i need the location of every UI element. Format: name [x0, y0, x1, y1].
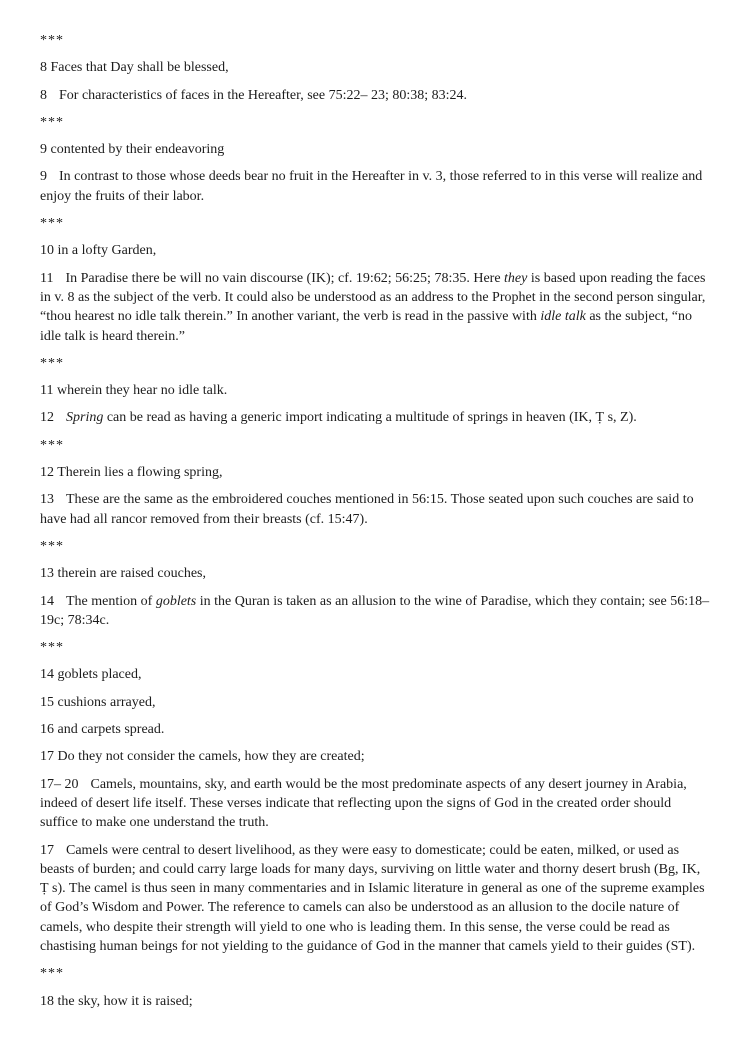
- note-text: In Paradise there be will no vain discourse (IK); cf. 19:62; 56:25; 78:35. Here: [65, 270, 505, 286]
- verse-line: 12 Therein lies a flowing spring,: [40, 465, 223, 481]
- note-text: In contrast to those whose deeds bear no fruit in the Hereafter in v. 3, those referred to in this verse will realize and enjoy the fruits of their labor.: [40, 169, 703, 204]
- note-text: For characteristics of faces in the Hereafter, see 75:22– 23; 80:38; 83:24.: [59, 87, 468, 103]
- section-separator: ***: [40, 538, 64, 554]
- commentary-note: [40, 86, 710, 105]
- section-separator: ***: [40, 355, 64, 371]
- verse-line: 11 wherein they hear no idle talk.: [40, 383, 228, 399]
- section-separator: ***: [40, 437, 64, 453]
- commentary-note: [40, 775, 710, 833]
- section-separator: ***: [40, 966, 64, 982]
- verse-line: 17 Do they not consider the camels, how they are created;: [40, 749, 365, 765]
- verse-line: 18 the sky, how it is raised;: [40, 993, 193, 1009]
- note-text: These are the same as the embroidered couches mentioned in 56:15. Those seated upon such couches are said to have had all rancor removed from their breasts (cf. 15:47).: [40, 492, 694, 527]
- commentary-note: [40, 167, 710, 206]
- note-italic-term: goblets: [155, 593, 197, 609]
- note-italic-term: Spring: [66, 410, 104, 426]
- note-number: 13: [40, 492, 54, 508]
- note-text: is based upon reading the faces in v. 8 as the subject of the verb. It could also be understood as an address to the Prophet in the second person singular, “thou hearest no idle talk therein.” In another variant, the verb is read in the passive with: [40, 270, 706, 325]
- verse-line: 14 goblets placed,: [40, 667, 142, 683]
- note-text: in the Quran is taken as an allusion to the wine of Paradise, which they contain; see 56:18– 19c; 78:34c.: [40, 593, 710, 628]
- note-number: 17– 20: [40, 776, 79, 792]
- note-italic-term: idle talk: [540, 309, 586, 325]
- commentary-note: [40, 841, 710, 957]
- note-italic-term: they: [504, 270, 528, 286]
- note-number: 12: [40, 410, 54, 426]
- section-separator: ***: [40, 216, 64, 232]
- note-text: Camels, mountains, sky, and earth would be the most predominate aspects of any desert journey in Arabia, indeed of desert life itself. These verses indicate that reflecting upon the signs of God in the created order should suffice to make one understand the truth.: [40, 776, 687, 831]
- section-separator: ***: [40, 33, 64, 48]
- verse-line: 8 Faces that Day shall be blessed,: [40, 60, 229, 76]
- verse-line: 15 cushions arrayed,: [40, 694, 156, 710]
- note-number: 11: [40, 270, 54, 286]
- note-text: Camels were central to desert livelihood, as they were easy to domesticate; could be eaten, milked, or used as beasts of burden; and could carry large loads for many days, surviving on little water and thorny desert brush (Bg, IK, Ṭ s). The camel is thus seen in many commentaries and in Islamic literature in general as one of the supreme examples of God’s Wisdom and Power. The reference to camels can also be understood as an allusion to the docile nature of camels, who despite their strength will yield to one who is leading them. In this sense, the verse could be read as chastising human beings for not yielding to the guidance of God in the manner that camels yield to their guides (ST).: [40, 842, 705, 954]
- note-text: as the subject, “no idle talk is heard therein.”: [40, 309, 692, 344]
- section-separator: ***: [40, 640, 64, 656]
- document-content: [40, 31, 710, 1011]
- verse-line: 13 therein are raised couches,: [40, 566, 206, 582]
- note-number: 8: [40, 87, 47, 103]
- section-separator: ***: [40, 114, 64, 130]
- note-text: can be read as having a generic import indicating a multitude of springs in heaven (IK, Ṭ s, Z).: [103, 410, 637, 426]
- note-number: 17: [40, 842, 54, 858]
- note-number: 14: [40, 593, 54, 609]
- commentary-note: [40, 592, 710, 631]
- verse-line: 16 and carpets spread.: [40, 722, 165, 738]
- note-number: 9: [40, 169, 47, 185]
- verse-line: 9 contented by their endeavoring: [40, 142, 225, 158]
- verse-line: 10 in a lofty Garden,: [40, 243, 157, 259]
- commentary-note: [40, 269, 710, 346]
- commentary-note: [40, 490, 710, 529]
- note-text: The mention of: [66, 593, 156, 609]
- commentary-note: [40, 408, 710, 427]
